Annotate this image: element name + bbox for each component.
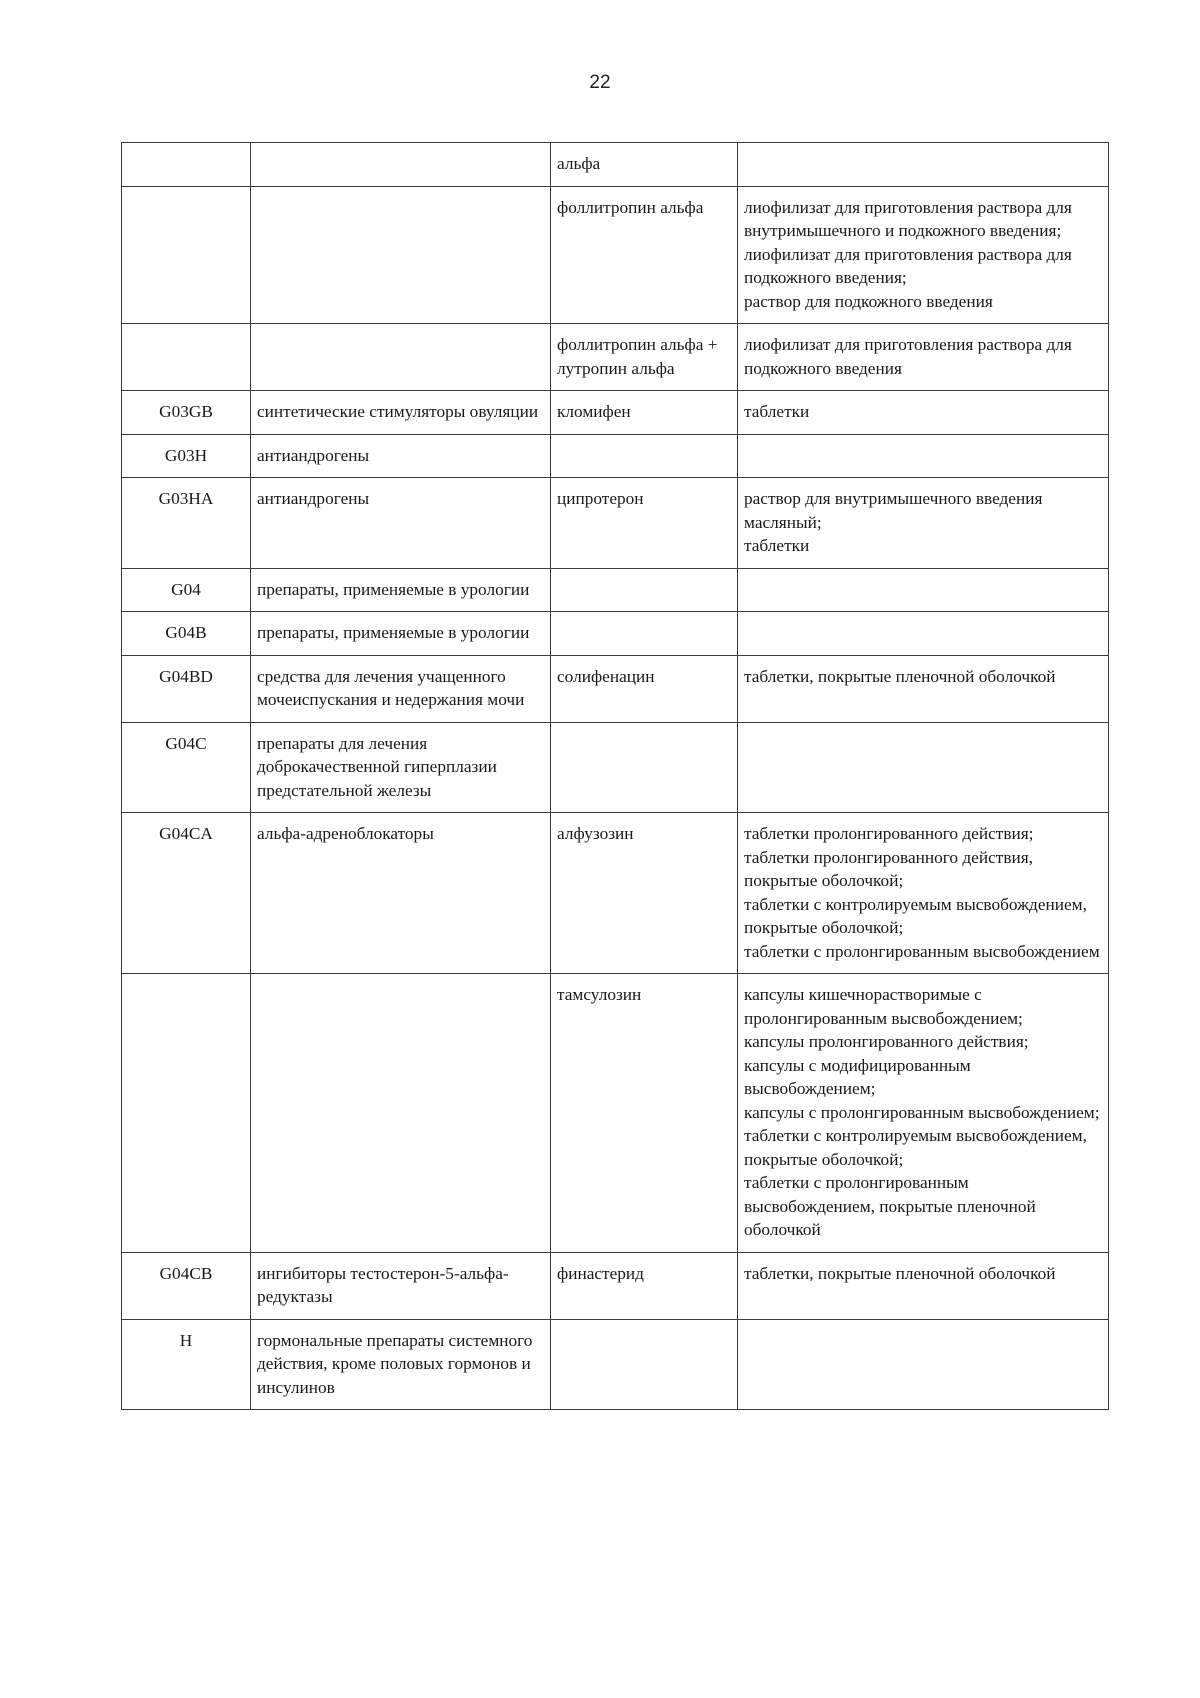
atc-code-cell xyxy=(122,974,251,1253)
table-row xyxy=(122,434,1109,478)
table-row xyxy=(122,186,1109,324)
table-row xyxy=(122,722,1109,813)
dosage-form-item: таблетки xyxy=(744,536,810,555)
table-row xyxy=(122,478,1109,569)
atc-code-cell: G04CB xyxy=(122,1252,251,1319)
dosage-forms-cell xyxy=(738,1319,1109,1410)
anatomical-group-cell xyxy=(251,324,551,391)
dosage-form-item: таблетки пролонгированного действия; xyxy=(744,824,1034,843)
dosage-form-item: лиофилизат для приготовления раствора для подкожного введения; xyxy=(744,244,1072,287)
dosage-form-item: лиофилизат для приготовления раствора для подкожного введения xyxy=(744,335,1072,378)
table-row xyxy=(122,612,1109,656)
dosage-form-item: лиофилизат для приготовления раствора для внутримышечного и подкожного введения; xyxy=(744,197,1072,240)
atc-code-cell: G04BD xyxy=(122,655,251,722)
anatomical-group-cell: антиандрогены xyxy=(251,478,551,569)
table-row xyxy=(122,655,1109,722)
drug-name-cell: альфа xyxy=(551,143,738,187)
dosage-forms-cell xyxy=(738,568,1109,612)
dosage-forms-cell xyxy=(738,813,1109,974)
atc-code-cell xyxy=(122,143,251,187)
dosage-forms-cell xyxy=(738,655,1109,722)
dosage-form-item: капсулы с модифицированным высвобождением; xyxy=(744,1055,971,1098)
drug-name-cell xyxy=(551,722,738,813)
drug-name-cell: кломифен xyxy=(551,391,738,435)
atc-code-cell: G03H xyxy=(122,434,251,478)
table-row xyxy=(122,324,1109,391)
dosage-forms-cell xyxy=(738,391,1109,435)
dosage-form-item: капсулы с пролонгированным высвобождением; xyxy=(744,1102,1100,1122)
atc-code-cell: H xyxy=(122,1319,251,1410)
anatomical-group-cell: альфа-адреноблокаторы xyxy=(251,813,551,974)
drug-name-cell: алфузозин xyxy=(551,813,738,974)
dosage-form-item: таблетки с пролонгированным высвобождением, покрытые пленочной оболочкой xyxy=(744,1173,1036,1239)
anatomical-group-cell: синтетические стимуляторы овуляции xyxy=(251,391,551,435)
anatomical-group-cell: препараты, применяемые в урологии xyxy=(251,612,551,656)
dosage-form-item: капсулы кишечнорастворимые с пролонгированным высвобождением; xyxy=(744,985,1023,1028)
dosage-forms-cell xyxy=(738,143,1109,187)
atc-code-cell: G04 xyxy=(122,568,251,612)
table-row xyxy=(122,1319,1109,1410)
anatomical-group-cell: препараты для лечения доброкачественной гиперплазии предстательной железы xyxy=(251,722,551,813)
table-row xyxy=(122,1252,1109,1319)
atc-code-cell: G04CA xyxy=(122,813,251,974)
atc-code-cell: G04B xyxy=(122,612,251,656)
dosage-forms-cell xyxy=(738,186,1109,324)
drug-name-cell: солифенацин xyxy=(551,655,738,722)
dosage-form-item: таблетки, покрытые пленочной оболочкой xyxy=(744,1263,1056,1283)
drug-table xyxy=(121,142,1109,1410)
drug-name-cell xyxy=(551,434,738,478)
atc-code-cell xyxy=(122,186,251,324)
anatomical-group-cell: препараты, применяемые в урологии xyxy=(251,568,551,612)
atc-code-cell: G03HA xyxy=(122,478,251,569)
dosage-forms-cell xyxy=(738,478,1109,569)
table-row xyxy=(122,391,1109,435)
anatomical-group-cell: средства для лечения учащенного мочеиспускания и недержания мочи xyxy=(251,655,551,722)
anatomical-group-cell: ингибиторы тестостерон-5-альфа-редуктазы xyxy=(251,1252,551,1319)
dosage-form-item: таблетки с контролируемым высвобождением, покрытые оболочкой; xyxy=(744,1126,1087,1169)
anatomical-group-cell xyxy=(251,186,551,324)
dosage-form-item: таблетки с пролонгированным высвобождением xyxy=(744,941,1100,961)
dosage-forms-cell xyxy=(738,722,1109,813)
anatomical-group-cell: гормональные препараты системного действия, кроме половых гормонов и инсулинов xyxy=(251,1319,551,1410)
atc-code-cell xyxy=(122,324,251,391)
dosage-forms-cell xyxy=(738,324,1109,391)
dosage-form-item: капсулы пролонгированного действия; xyxy=(744,1032,1029,1051)
dosage-forms-cell xyxy=(738,612,1109,656)
dosage-form-item: таблетки с контролируемым высвобождением, покрытые оболочкой; xyxy=(744,894,1087,937)
table-row xyxy=(122,974,1109,1253)
drug-table-body xyxy=(122,143,1109,1410)
page-number: 22 xyxy=(589,72,611,93)
drug-name-cell: ципротерон xyxy=(551,478,738,569)
drug-name-cell: фоллитропин альфа xyxy=(551,186,738,324)
dosage-forms-cell xyxy=(738,434,1109,478)
drug-name-cell xyxy=(551,568,738,612)
drug-name-cell: финастерид xyxy=(551,1252,738,1319)
dosage-form-item: раствор для подкожного введения xyxy=(744,291,993,311)
dosage-form-item: раствор для внутримышечного введения масляный; xyxy=(744,489,1043,532)
table-row xyxy=(122,143,1109,187)
drug-name-cell xyxy=(551,1319,738,1410)
atc-code-cell: G03GB xyxy=(122,391,251,435)
dosage-form-item: таблетки xyxy=(744,402,810,421)
anatomical-group-cell xyxy=(251,974,551,1253)
drug-name-cell xyxy=(551,612,738,656)
drug-name-cell: тамсулозин xyxy=(551,974,738,1253)
atc-code-cell: G04C xyxy=(122,722,251,813)
dosage-form-item: таблетки, покрытые пленочной оболочкой xyxy=(744,666,1056,686)
drug-name-cell: фоллитропин альфа + лутропин альфа xyxy=(551,324,738,391)
table-row xyxy=(122,568,1109,612)
dosage-forms-cell xyxy=(738,974,1109,1253)
anatomical-group-cell xyxy=(251,143,551,187)
table-row xyxy=(122,813,1109,974)
anatomical-group-cell: антиандрогены xyxy=(251,434,551,478)
dosage-forms-cell xyxy=(738,1252,1109,1319)
dosage-form-item: таблетки пролонгированного действия, покрытые оболочкой; xyxy=(744,847,1034,890)
